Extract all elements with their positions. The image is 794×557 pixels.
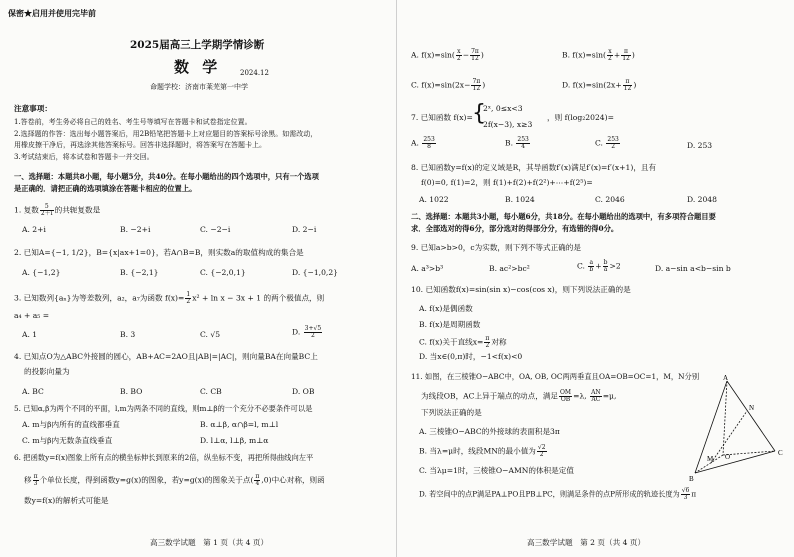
notice-item: 3.考试结束后，将本试卷和答题卡一并交回。: [14, 153, 154, 161]
q4-stem: 4. 已知点O为△ABC外接圆的圆心，AB+AC=2AO且|AB|=|AC|，则向量BA在向量BC上: [14, 352, 318, 361]
q6-stem-line1: 6. 把函数y=f(x)图象上所有点的横坐标伸长到原来的2倍，纵坐标不变，再把所得曲线向左平: [14, 453, 314, 462]
label-m: M: [707, 455, 714, 463]
q3-stem-cont: a₄ + a₅ =: [14, 311, 50, 320]
q10-option-d: D. 当x∈(0,π)时，−1<f(x)<0: [419, 352, 523, 361]
label-o: O: [725, 453, 731, 461]
q3-option-a: A. 1: [22, 330, 38, 339]
q11-stem: 11. 如图，在三棱锥O−ABC中，OA, OB, OC两两垂直且OA=OB=OC=1，M，N分别: [411, 372, 700, 381]
q8-option-a: A. 1022: [419, 195, 449, 204]
section2-line1: 二、选择题：本题共3小题，每小题6分，共18分。在每小题给出的选项中，有多项符合题目要: [411, 212, 716, 221]
edge-ac: [727, 381, 775, 451]
q1-option-a: A. 2+i: [22, 225, 46, 234]
edge-oa: [723, 381, 727, 455]
q4-option-c: C. CB: [200, 387, 222, 396]
q6-option-b: B. f(x)=sin( $\frac{x}{2}$ + $\frac{\pi}{12}$ ): [562, 48, 635, 62]
q8-option-d: D. 2048: [687, 195, 717, 204]
secret-label: 保密★启用并使用完毕前: [8, 8, 96, 18]
q4-stem-cont: 的投影向量为: [24, 367, 70, 376]
setter-school: 命题学校：济南市莱芜第一中学: [150, 83, 248, 91]
q11-stem-line2: 为线段OB，AC上异于端点的动点，满足 $\frac{OM}{OB}$ =λ, $\frac{AN}{AC}$ =μ,: [421, 389, 617, 403]
q5-option-b: B. α⊥β, α∩β=l, m⊥l: [200, 420, 279, 429]
section2-line2: 求．全部选对的得6分，部分选对的得部分分，有选错的得0分。: [411, 224, 619, 233]
q7-option-b: B. $\frac{253}{4}$: [505, 136, 529, 150]
q8-option-b: B. 1024: [505, 195, 535, 204]
section1-line2: 是正确的．请把正确的选项填涂在答题卡相应的位置上。: [14, 184, 197, 193]
q2-option-c: C. {−2,0,1}: [200, 268, 246, 277]
q11-option-d: D. 若空间中的点P满足PA⊥PO且PB⊥PC，则满足条件的点P所形成的轨迹长度为 $\frac{√6}{3}$ π: [419, 487, 697, 501]
q7-option-d: D. 253: [687, 141, 713, 150]
q3-option-c: C. √5: [200, 330, 221, 339]
q11-option-a: A. 三棱锥O−ABC的外接球的表面积是3π: [419, 427, 560, 436]
q7-option-c: C. $\frac{253}{2}$: [595, 136, 619, 150]
notice-heading: 注意事项：: [14, 104, 52, 113]
q6-option-c: C. f(x)=sin(2x− $\frac{7\pi}{12}$ ): [411, 78, 486, 92]
q11-option-c: C. 当λμ=1时，三棱锥O−AMN的体积是定值: [419, 466, 574, 475]
q1-stem: 1. 复数 $\frac{5}{2+i}$ 的共轭复数是: [14, 203, 101, 217]
q8-stem: 8. 已知函数y=f(x)的定义域是R，其导函数f′(x)满足f′(x)=f′(x+1)，且有: [411, 163, 657, 172]
q9-option-b: B. ac²>bc²: [489, 264, 530, 273]
label-c: C: [778, 449, 783, 457]
q10-stem: 10. 已知函数f(x)=sin(sin x)−cos(cos x)，则下列说法正确的是: [411, 285, 631, 294]
q4-option-d: D. OB: [292, 387, 315, 396]
q6-stem-line2: 移 $\frac{\pi}{3}$ 个单位长度，得到函数y=g(x)的图象，若y=g(x)的图象关于点( $\frac{\pi}{4}$ ,0)中心对称，则函: [24, 473, 325, 487]
q2-option-d: D. {−1,0,2}: [292, 268, 338, 277]
q9-stem: 9. 已知a>b>0，c为实数，则下列不等式正确的是: [411, 243, 581, 252]
q2-stem: 2. 已知A={−1, 1/2}，B={x|ax+1=0}，若A∩B=B，则实数a的取值构成的集合是: [14, 248, 304, 257]
label-b: B: [689, 475, 694, 483]
q1-option-d: D. 2−i: [292, 225, 317, 234]
notice-item: 2.选择题的作答：选出每小题答案后，用2B铅笔把答题卡上对应题目的答案标号涂黑。如需改动，: [14, 130, 318, 138]
footer-right: 高三数学试题 第 2 页（共 4 页）: [527, 538, 646, 547]
q3-stem: 3. 已知数列{aₙ}为等差数列，a₂，a₇为函数 f(x)= $\frac{1}{2}$ x² + ln x − 3x + 1 的两个极值点，则: [14, 291, 325, 305]
q7-stem: 7. 已知函数 f(x)=: [411, 113, 473, 122]
q6-stem-line3: 数y=f(x)的解析式可能是: [24, 496, 109, 505]
q2-option-a: A. {−1,2}: [22, 268, 61, 277]
q8-option-c: C. 2046: [595, 195, 625, 204]
q4-option-b: B. BO: [120, 387, 143, 396]
section1-line1: 一、选择题：本题共8小题，每小题5分，共40分。在每小题给出的四个选项中，只有一个选项: [14, 172, 319, 181]
exam-date: 2024.12: [240, 69, 269, 77]
q1-option-c: C. −2−i: [200, 225, 231, 234]
footer-left: 高三数学试题 第 1 页（共 4 页）: [150, 538, 269, 547]
page-right: [397, 0, 794, 557]
notice-item: 用橡皮擦干净后，再选涂其他答案标号。回答非选择题时，将答案写在答题卡上。: [14, 141, 266, 149]
q7-stem-cont: ，则 f(log₂2024)=: [547, 113, 614, 122]
q5-option-a: A. m与β内所有的直线都垂直: [22, 420, 120, 429]
q5-option-c: C. m与β内无数条直线垂直: [22, 436, 113, 445]
subject-title: 数 学: [174, 58, 222, 76]
q10-option-a: A. f(x)是偶函数: [419, 304, 473, 313]
q6-option-d: D. f(x)=sin(2x+ $\frac{\pi}{12}$ ): [562, 78, 637, 92]
q1-option-b: B. −2+i: [120, 225, 151, 234]
q2-option-b: B. {−2,1}: [120, 268, 159, 277]
q7-brace: {: [472, 101, 486, 126]
q11-stem-line3: 下列说法正确的是: [421, 408, 482, 417]
q5-option-d: D. l⊥α, l⊥β, m⊥α: [200, 436, 269, 445]
q8-stem-cont: f(0)=0, f(1)=2，则 f(1)+f(2)+f(2²)+⋯+f(2⁵)=: [421, 178, 593, 187]
q9-option-a: A. a³>b³: [411, 264, 444, 273]
q9-option-c: C. $\frac{a}{b}$ + $\frac{b}{a}$ >2: [577, 259, 621, 273]
tetrahedron-figure: [689, 375, 789, 485]
q7-case2: 2f(x−3), x≥3: [483, 120, 533, 129]
label-n: N: [749, 404, 755, 412]
q10-option-c: C. f(x)关于直线x= $\frac{\pi}{2}$ 对称: [419, 335, 507, 349]
q4-option-a: A. BC: [22, 387, 44, 396]
exam-title: 2025届高三上学期学情诊断: [130, 39, 265, 51]
q10-option-b: B. f(x)是周期函数: [419, 320, 481, 329]
notice-item: 1.答卷前，考生务必将自己的姓名、考生号等填写在答题卡和试卷指定位置。: [14, 118, 252, 126]
q7-option-a: A. $\frac{253}{8}$: [411, 136, 435, 150]
label-a: A: [723, 375, 729, 382]
q11-option-b: B. 当λ=μ时，线段MN的最小值为 $\frac{√2}{2}$: [419, 444, 546, 458]
q7-case1: 2ˣ, 0≤x<3: [483, 104, 523, 113]
q9-option-d: D. a−sin a<b−sin b: [655, 264, 731, 273]
q3-option-b: B. 3: [120, 330, 136, 339]
q6-option-a: A. f(x)=sin( $\frac{x}{2}$ − $\frac{7\pi}{12}$ ): [411, 48, 484, 62]
q5-stem: 5. 已知α,β为两个不同的平面，l,m为两条不同的直线，则m⊥β的一个充分不必要条件可以是: [14, 404, 313, 413]
q3-option-d: D. $\frac{3+√5}{2}$: [292, 325, 322, 339]
